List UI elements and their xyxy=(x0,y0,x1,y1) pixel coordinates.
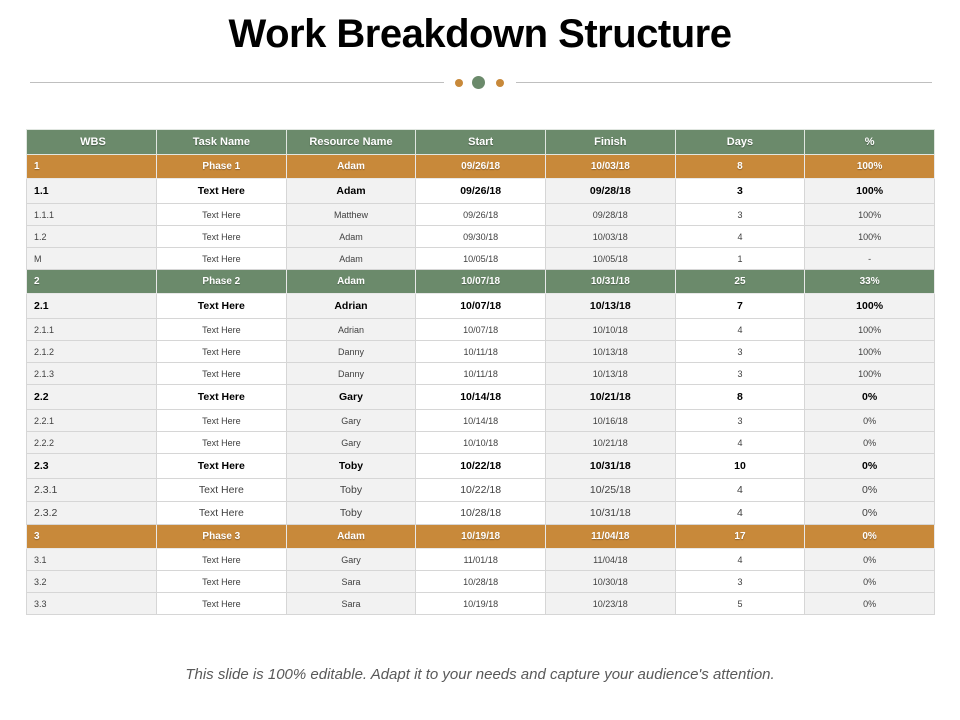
cell-days: 4 xyxy=(675,432,805,454)
table-row xyxy=(27,226,935,248)
divider-line-right xyxy=(516,82,932,83)
cell-days: 7 xyxy=(675,294,805,319)
cell-start: 10/11/18 xyxy=(416,341,546,363)
cell-percent: 100% xyxy=(805,155,935,179)
cell-wbs: 2.3.1 xyxy=(27,479,157,502)
table-row xyxy=(27,341,935,363)
cell-finish: 10/21/18 xyxy=(545,385,675,410)
cell-resource-name: Toby xyxy=(286,502,416,525)
cell-task-name: Text Here xyxy=(157,479,287,502)
cell-days: 4 xyxy=(675,226,805,248)
cell-task-name: Text Here xyxy=(157,204,287,226)
cell-percent: 100% xyxy=(805,319,935,341)
table-row xyxy=(27,294,935,319)
divider-dot-center xyxy=(472,76,485,89)
cell-finish: 10/23/18 xyxy=(545,593,675,615)
cell-finish: 09/28/18 xyxy=(545,179,675,204)
cell-resource-name: Gary xyxy=(286,410,416,432)
cell-percent: 0% xyxy=(805,593,935,615)
cell-wbs: 2.1.1 xyxy=(27,319,157,341)
cell-percent: 0% xyxy=(805,525,935,549)
cell-start: 10/07/18 xyxy=(416,270,546,294)
header-wbs: WBS xyxy=(27,130,157,155)
cell-days: 8 xyxy=(675,385,805,410)
cell-start: 10/22/18 xyxy=(416,454,546,479)
cell-percent: 0% xyxy=(805,432,935,454)
phase-row xyxy=(27,525,935,549)
cell-finish: 10/16/18 xyxy=(545,410,675,432)
cell-wbs: 2.3.2 xyxy=(27,502,157,525)
cell-start: 09/30/18 xyxy=(416,226,546,248)
cell-task-name: Text Here xyxy=(157,549,287,571)
title-divider xyxy=(30,74,932,92)
cell-start: 10/28/18 xyxy=(416,571,546,593)
cell-wbs: 2.1.3 xyxy=(27,363,157,385)
cell-percent: 0% xyxy=(805,454,935,479)
cell-resource-name: Adam xyxy=(286,525,416,549)
cell-start: 09/26/18 xyxy=(416,204,546,226)
cell-wbs: M xyxy=(27,248,157,270)
cell-percent: 0% xyxy=(805,385,935,410)
table-row xyxy=(27,385,935,410)
cell-resource-name: Sara xyxy=(286,593,416,615)
cell-resource-name: Adrian xyxy=(286,319,416,341)
cell-wbs: 1 xyxy=(27,155,157,179)
cell-task-name: Text Here xyxy=(157,571,287,593)
header-days: Days xyxy=(675,130,805,155)
cell-days: 5 xyxy=(675,593,805,615)
wbs-table xyxy=(26,129,935,615)
cell-finish: 10/25/18 xyxy=(545,479,675,502)
cell-finish: 10/10/18 xyxy=(545,319,675,341)
cell-percent: 100% xyxy=(805,363,935,385)
table-row xyxy=(27,479,935,502)
cell-wbs: 1.1 xyxy=(27,179,157,204)
table-row xyxy=(27,319,935,341)
cell-start: 10/07/18 xyxy=(416,319,546,341)
cell-resource-name: Gary xyxy=(286,432,416,454)
cell-wbs: 1.1.1 xyxy=(27,204,157,226)
cell-finish: 10/13/18 xyxy=(545,294,675,319)
cell-days: 25 xyxy=(675,270,805,294)
cell-resource-name: Danny xyxy=(286,341,416,363)
cell-resource-name: Adam xyxy=(286,270,416,294)
cell-finish: 10/13/18 xyxy=(545,363,675,385)
cell-start: 10/10/18 xyxy=(416,432,546,454)
header-start: Start xyxy=(416,130,546,155)
cell-task-name: Text Here xyxy=(157,248,287,270)
cell-resource-name: Adam xyxy=(286,155,416,179)
cell-percent: 0% xyxy=(805,410,935,432)
cell-percent: 33% xyxy=(805,270,935,294)
cell-task-name: Phase 2 xyxy=(157,270,287,294)
footer-note: This slide is 100% editable. Adapt it to your needs and capture your audience's attention. xyxy=(185,666,775,683)
cell-percent: 0% xyxy=(805,549,935,571)
cell-start: 10/19/18 xyxy=(416,525,546,549)
header-finish: Finish xyxy=(545,130,675,155)
cell-start: 10/28/18 xyxy=(416,502,546,525)
cell-days: 4 xyxy=(675,502,805,525)
table-row xyxy=(27,179,935,204)
cell-wbs: 2.2.2 xyxy=(27,432,157,454)
divider-dot-left xyxy=(455,79,463,87)
page-title: Work Breakdown Structure xyxy=(228,12,732,56)
cell-task-name: Text Here xyxy=(157,432,287,454)
table-row xyxy=(27,502,935,525)
cell-days: 3 xyxy=(675,571,805,593)
cell-days: 4 xyxy=(675,479,805,502)
cell-days: 4 xyxy=(675,319,805,341)
cell-resource-name: Gary xyxy=(286,549,416,571)
table-row xyxy=(27,454,935,479)
cell-start: 10/05/18 xyxy=(416,248,546,270)
cell-resource-name: Adrian xyxy=(286,294,416,319)
cell-resource-name: Matthew xyxy=(286,204,416,226)
cell-percent: 0% xyxy=(805,502,935,525)
cell-wbs: 2.2.1 xyxy=(27,410,157,432)
cell-finish: 09/28/18 xyxy=(545,204,675,226)
cell-resource-name: Adam xyxy=(286,226,416,248)
cell-percent: 100% xyxy=(805,179,935,204)
cell-wbs: 3.2 xyxy=(27,571,157,593)
cell-wbs: 2 xyxy=(27,270,157,294)
cell-start: 10/14/18 xyxy=(416,410,546,432)
cell-resource-name: Danny xyxy=(286,363,416,385)
cell-wbs: 2.2 xyxy=(27,385,157,410)
cell-days: 10 xyxy=(675,454,805,479)
cell-days: 3 xyxy=(675,363,805,385)
cell-task-name: Phase 3 xyxy=(157,525,287,549)
table-row xyxy=(27,571,935,593)
cell-start: 10/19/18 xyxy=(416,593,546,615)
cell-task-name: Text Here xyxy=(157,385,287,410)
cell-days: 3 xyxy=(675,410,805,432)
cell-finish: 10/31/18 xyxy=(545,270,675,294)
cell-wbs: 2.3 xyxy=(27,454,157,479)
cell-finish: 10/30/18 xyxy=(545,571,675,593)
table-row xyxy=(27,204,935,226)
cell-task-name: Text Here xyxy=(157,593,287,615)
table-row xyxy=(27,363,935,385)
cell-days: 1 xyxy=(675,248,805,270)
cell-days: 17 xyxy=(675,525,805,549)
table-row xyxy=(27,549,935,571)
cell-resource-name: Toby xyxy=(286,479,416,502)
cell-percent: 100% xyxy=(805,226,935,248)
cell-days: 3 xyxy=(675,204,805,226)
cell-task-name: Text Here xyxy=(157,454,287,479)
cell-resource-name: Toby xyxy=(286,454,416,479)
cell-finish: 10/13/18 xyxy=(545,341,675,363)
table-header-row xyxy=(27,130,935,155)
cell-days: 3 xyxy=(675,179,805,204)
header-task-name: Task Name xyxy=(157,130,287,155)
cell-resource-name: Adam xyxy=(286,179,416,204)
cell-finish: 10/03/18 xyxy=(545,226,675,248)
cell-task-name: Phase 1 xyxy=(157,155,287,179)
cell-start: 10/22/18 xyxy=(416,479,546,502)
cell-start: 10/11/18 xyxy=(416,363,546,385)
cell-percent: 0% xyxy=(805,479,935,502)
cell-days: 8 xyxy=(675,155,805,179)
cell-task-name: Text Here xyxy=(157,226,287,248)
cell-wbs: 3.3 xyxy=(27,593,157,615)
cell-wbs: 2.1.2 xyxy=(27,341,157,363)
cell-wbs: 3.1 xyxy=(27,549,157,571)
cell-task-name: Text Here xyxy=(157,319,287,341)
cell-finish: 10/31/18 xyxy=(545,454,675,479)
cell-task-name: Text Here xyxy=(157,502,287,525)
cell-resource-name: Gary xyxy=(286,385,416,410)
header-percent: % xyxy=(805,130,935,155)
cell-finish: 10/05/18 xyxy=(545,248,675,270)
cell-days: 4 xyxy=(675,549,805,571)
cell-wbs: 2.1 xyxy=(27,294,157,319)
phase-row xyxy=(27,270,935,294)
cell-start: 09/26/18 xyxy=(416,155,546,179)
cell-resource-name: Sara xyxy=(286,571,416,593)
table-row xyxy=(27,248,935,270)
cell-wbs: 3 xyxy=(27,525,157,549)
cell-finish: 10/21/18 xyxy=(545,432,675,454)
cell-task-name: Text Here xyxy=(157,363,287,385)
cell-resource-name: Adam xyxy=(286,248,416,270)
cell-finish: 11/04/18 xyxy=(545,525,675,549)
cell-percent: 100% xyxy=(805,204,935,226)
cell-finish: 10/03/18 xyxy=(545,155,675,179)
cell-days: 3 xyxy=(675,341,805,363)
table-row xyxy=(27,593,935,615)
cell-start: 09/26/18 xyxy=(416,179,546,204)
cell-task-name: Text Here xyxy=(157,341,287,363)
cell-start: 10/14/18 xyxy=(416,385,546,410)
cell-percent: 100% xyxy=(805,294,935,319)
cell-percent: - xyxy=(805,248,935,270)
cell-task-name: Text Here xyxy=(157,410,287,432)
cell-task-name: Text Here xyxy=(157,179,287,204)
cell-finish: 10/31/18 xyxy=(545,502,675,525)
cell-start: 10/07/18 xyxy=(416,294,546,319)
cell-task-name: Text Here xyxy=(157,294,287,319)
table-row xyxy=(27,410,935,432)
cell-percent: 0% xyxy=(805,571,935,593)
table-row xyxy=(27,432,935,454)
cell-wbs: 1.2 xyxy=(27,226,157,248)
cell-finish: 11/04/18 xyxy=(545,549,675,571)
cell-percent: 100% xyxy=(805,341,935,363)
divider-line-left xyxy=(30,82,444,83)
phase-row xyxy=(27,155,935,179)
header-resource-name: Resource Name xyxy=(286,130,416,155)
divider-dot-right xyxy=(496,79,504,87)
cell-start: 11/01/18 xyxy=(416,549,546,571)
